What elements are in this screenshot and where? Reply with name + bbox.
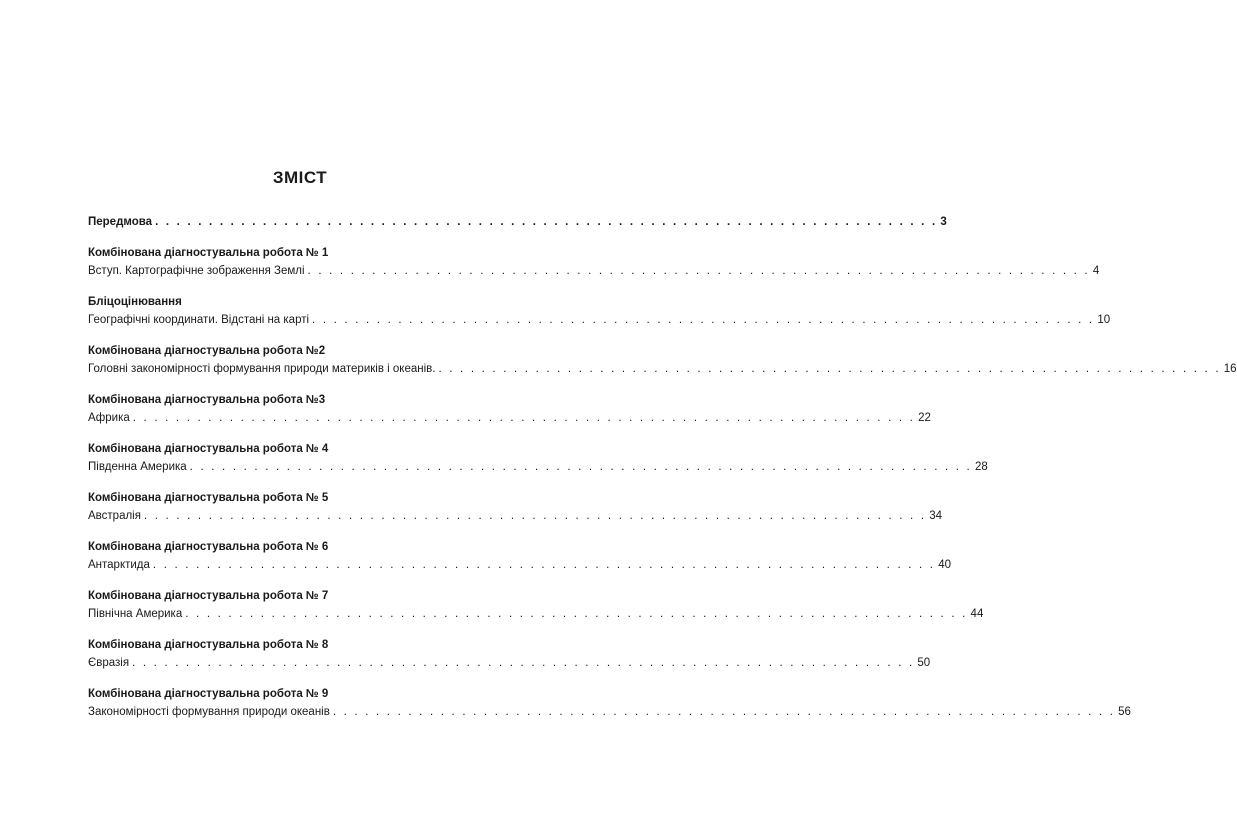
toc-entry-title: Вступ. Картографічне зображення Землі bbox=[88, 265, 305, 277]
toc-entry-title: Головні закономірності формування природи материків і океанів. bbox=[88, 363, 436, 375]
toc-line[interactable] bbox=[88, 654, 931, 672]
toc-line[interactable] bbox=[88, 458, 988, 476]
dot-leader: . . . . . . . . . . . . . . . . . . . . . . . . . . . . . . . . . . . . . . . . . . . . . . . . . . . . . . . . . . . . . . . . . . . . . . . . . bbox=[312, 314, 1095, 326]
toc-section-heading: Комбінована діагностувальна робота №2 bbox=[88, 345, 326, 357]
toc-entry-title: Закономірності формування природи океанів bbox=[88, 706, 330, 718]
dot-leader: . . . . . . . . . . . . . . . . . . . . . . . . . . . . . . . . . . . . . . . . . . . . . . . . . . . . . . . . . . . . . . . . . . . . . . . . . bbox=[143, 510, 927, 522]
toc-entry-title: Передмова bbox=[88, 216, 153, 228]
dot-leader: . . . . . . . . . . . . . . . . . . . . . . . . . . . . . . . . . . . . . . . . . . . . . . . . . . . . . . . . . . . . . . . . . . . . . . . . . bbox=[132, 657, 915, 669]
page-number: 56 bbox=[1118, 706, 1131, 718]
toc-line[interactable] bbox=[88, 311, 1111, 329]
toc-section-heading: Комбінована діагностувальна робота № 9 bbox=[88, 688, 329, 700]
toc-section-heading: Комбінована діагностувальна робота № 7 bbox=[88, 590, 329, 602]
page-number: 3 bbox=[940, 216, 947, 228]
toc-entry bbox=[88, 636, 931, 672]
toc-entry bbox=[88, 293, 1111, 329]
toc-section-heading: Комбінована діагностувальна робота № 4 bbox=[88, 443, 329, 455]
dot-leader: . . . . . . . . . . . . . . . . . . . . . . . . . . . . . . . . . . . . . . . . . . . . . . . . . . . . . . . . . . . . . . . . . . . . . . . . . bbox=[189, 461, 972, 473]
toc-entry bbox=[88, 391, 931, 427]
page-number: 40 bbox=[938, 559, 952, 571]
toc-line[interactable] bbox=[88, 507, 943, 525]
toc-entry-title: Африка bbox=[88, 412, 130, 424]
toc-entry bbox=[88, 489, 943, 525]
table-of-contents bbox=[88, 213, 1237, 734]
toc-entry-title: Північна Америка bbox=[88, 608, 183, 620]
toc-entry-preface bbox=[88, 213, 947, 231]
page-number: 16 bbox=[1223, 363, 1237, 375]
dot-leader: . . . . . . . . . . . . . . . . . . . . . . . . . . . . . . . . . . . . . . . . . . . . . . . . . . . . . . . . . . . . . . . . . . . . . . . . . bbox=[332, 706, 1116, 718]
toc-entry bbox=[88, 244, 1100, 280]
page-number: 34 bbox=[929, 510, 943, 522]
dot-leader: . . . . . . . . . . . . . . . . . . . . . . . . . . . . . . . . . . . . . . . . . . . . . . . . . . . . . . . . . . . . . . . . . . . . . . . . . bbox=[185, 608, 968, 620]
toc-entry bbox=[88, 440, 988, 476]
toc-entry-title: Антарктида bbox=[88, 559, 150, 571]
toc-section-heading: Комбінована діагностувальна робота № 1 bbox=[88, 247, 329, 259]
page-number: 4 bbox=[1092, 265, 1100, 277]
dot-leader: . . . . . . . . . . . . . . . . . . . . . . . . . . . . . . . . . . . . . . . . . . . . . . . . . . . . . . . . . . . . . . . . . . . . . . . . . bbox=[307, 265, 1090, 277]
toc-section-heading: Бліцоцінювання bbox=[88, 296, 182, 308]
toc-line[interactable] bbox=[88, 409, 931, 427]
toc-line[interactable] bbox=[88, 605, 984, 623]
dot-leader: . . . . . . . . . . . . . . . . . . . . . . . . . . . . . . . . . . . . . . . . . . . . . . . . . . . . . . . . . . . . . . . . . . . . . . . . . bbox=[438, 363, 1221, 375]
toc-section-heading: Комбінована діагностувальна робота № 5 bbox=[88, 492, 329, 504]
dot-leader: . . . . . . . . . . . . . . . . . . . . . . . . . . . . . . . . . . . . . . . . . . . . . . . . . . . . . . . . . . . . . . . . . . . . . . . . . bbox=[152, 559, 936, 571]
toc-entry bbox=[88, 685, 1131, 721]
page-number: 44 bbox=[970, 608, 984, 620]
page-number: 10 bbox=[1097, 314, 1111, 326]
toc-entry bbox=[88, 538, 952, 574]
toc-line[interactable] bbox=[88, 360, 1237, 378]
toc-entry-title: Австралія bbox=[88, 510, 141, 522]
toc-entry bbox=[88, 587, 984, 623]
toc-line[interactable] bbox=[88, 262, 1100, 280]
toc-entry-title: Географічні координати. Відстані на карті bbox=[88, 314, 310, 326]
page-number: 28 bbox=[974, 461, 988, 473]
toc-section-heading: Комбінована діагностувальна робота №3 bbox=[88, 394, 326, 406]
dot-leader: . . . . . . . . . . . . . . . . . . . . . . . . . . . . . . . . . . . . . . . . . . . . . . . . . . . . . . . . . . . . . . . . . . . . . . . . . bbox=[132, 412, 916, 424]
toc-entry-title: Південна Америка bbox=[88, 461, 187, 473]
dot-leader: . . . . . . . . . . . . . . . . . . . . . . . . . . . . . . . . . . . . . . . . . . . . . . . . . . . . . . . . . . . . . . . . . . . . . . . . . bbox=[155, 216, 938, 228]
toc-section-heading: Комбінована діагностувальна робота № 8 bbox=[88, 639, 329, 651]
toc-line[interactable] bbox=[88, 213, 947, 231]
page-number: 22 bbox=[918, 412, 931, 424]
toc-line[interactable] bbox=[88, 556, 952, 574]
page-title: ЗМІСТ bbox=[272, 168, 328, 187]
page-number: 50 bbox=[917, 657, 931, 669]
toc-entry-title: Євразія bbox=[88, 657, 130, 669]
toc-section-heading: Комбінована діагностувальна робота № 6 bbox=[88, 541, 329, 553]
toc-line[interactable] bbox=[88, 703, 1131, 721]
toc-entry bbox=[88, 342, 1237, 378]
